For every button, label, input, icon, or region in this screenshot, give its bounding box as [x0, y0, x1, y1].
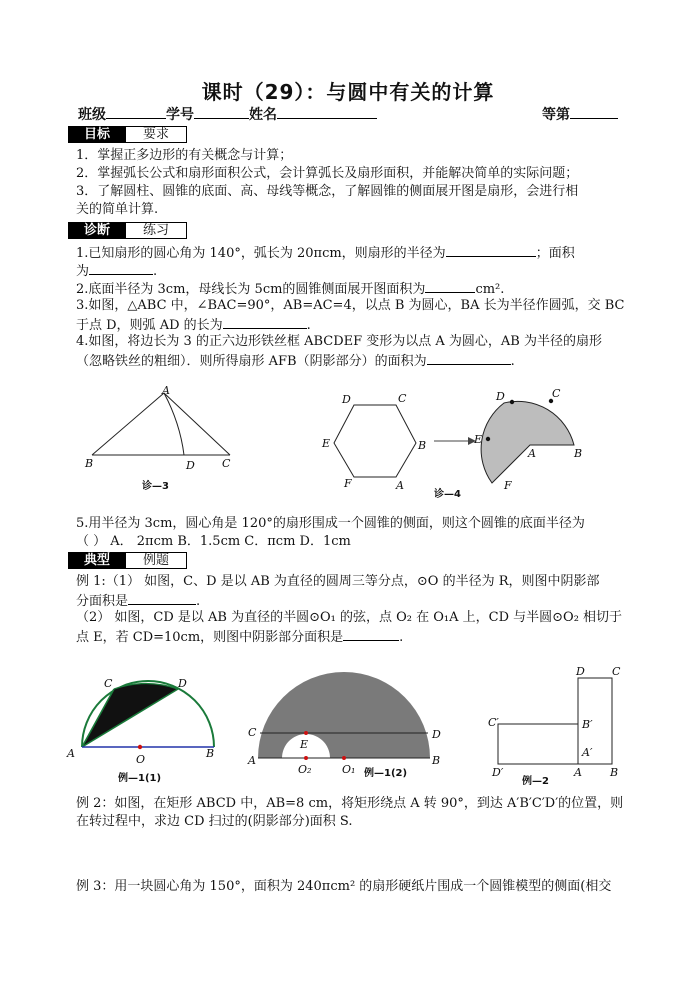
section-examples-header: [68, 552, 187, 569]
question-4: 4.如图，将边长为 3 的正六边形铁丝框 ABCDEF 变形为以点 A 为圆心，AB 为半径的扇形: [76, 334, 602, 349]
label-C: C: [398, 392, 407, 405]
label-B: B: [418, 439, 427, 452]
caption-example-1-2: 例—1(2): [364, 768, 408, 779]
figure-example-1-1: [62, 675, 222, 787]
label-A: A: [574, 766, 582, 779]
question-5-options: （ ） A． 2πcm B．1.5cm C．πcm D．1cm: [76, 534, 351, 549]
label-F: F: [504, 479, 512, 492]
answer-blank[interactable]: [223, 315, 307, 329]
label-A: A: [528, 447, 536, 460]
example-3-line-1: 例 3：用一块圆心角为 150°，面积为 240πcm² 的扇形硬纸片围成一个圆锥模型的侧面(相交: [76, 879, 612, 894]
section-dark-label: 目标: [68, 126, 126, 143]
label-B: B: [206, 747, 215, 760]
example-2-line-2: 在转过程中，求边 CD 扫过的(阴影部分)面积 S.: [76, 814, 353, 829]
header-fields: [78, 104, 377, 124]
label-D: D: [496, 390, 505, 403]
label-C: C: [104, 677, 113, 690]
label-B: B: [85, 457, 94, 470]
section-diagnosis-header: [68, 222, 187, 239]
label-E: E: [300, 738, 309, 751]
question-1-cont: 为 .: [76, 261, 157, 281]
label-D: D: [342, 393, 351, 406]
figure-diag-3: [80, 385, 250, 495]
goal-4: 关的简单计算.: [76, 202, 159, 217]
label-C: C: [222, 457, 231, 470]
name-label: 姓名: [249, 107, 277, 123]
label-B: B: [610, 766, 619, 779]
label-O2: O₂: [298, 763, 312, 776]
label-Cp: C′: [488, 716, 499, 729]
label-Dp: D′: [492, 766, 504, 779]
section-dark-label: 典型: [68, 552, 126, 569]
example-1-line-3: （2） 如图，CD 是以 AB 为直径的半圆⊙O₁ 的弦，点 O₂ 在 O₁A 上，CD 与半圆⊙O₂ 相切于: [76, 610, 623, 625]
answer-blank[interactable]: [427, 351, 511, 365]
figure-example-1-2: [244, 660, 444, 786]
question-5: 5.用半径为 3cm，圆心角是 120°的扇形围成一个圆锥的侧面，则这个圆锥的底面半径为: [76, 516, 585, 531]
label-C: C: [552, 387, 561, 400]
class-blank[interactable]: [106, 105, 166, 119]
question-4-cont: （忽略铁丝的粗细）．则所得扇形 AFB（阴影部分）的面积为 .: [76, 351, 515, 371]
answer-blank[interactable]: [446, 243, 536, 257]
section-light-label: 练习: [126, 222, 187, 239]
label-Ap: A′: [582, 746, 593, 759]
label-A: A: [67, 747, 75, 760]
goal-1: 1．掌握正多边形的有关概念与计算；: [76, 148, 293, 163]
name-blank[interactable]: [277, 105, 377, 119]
example-1-line-1: 例 1:（1） 如图，C、D 是以 AB 为直径的圆周三等分点，⊙O 的半径为 R，则图中阴影部: [76, 574, 600, 589]
caption-example-1-1: 例—1(1): [118, 773, 162, 784]
label-Bp: B′: [582, 718, 593, 731]
caption-diag-4: 诊—4: [434, 489, 461, 500]
goal-3: 3．了解圆柱、圆锥的底面、高、母线等概念，了解圆锥的侧面展开图是扇形，会进行相: [76, 184, 579, 199]
label-D: D: [178, 677, 187, 690]
example-1-line-2: 分面积是 .: [76, 591, 200, 611]
section-light-label: 例题: [126, 552, 187, 569]
grade-label: 等第: [542, 107, 570, 123]
label-A: A: [248, 754, 256, 767]
question-3-cont: 于点 D，则弧 AD 的长为 .: [76, 315, 311, 335]
grade-blank[interactable]: [570, 105, 618, 119]
label-E: E: [322, 437, 331, 450]
example-2-line-1: 例 2：如图，在矩形 ABCD 中，AB=8 cm，将矩形绕点 A 转 90°，到达 A′B′C′D′的位置，则: [76, 796, 624, 811]
grade-field: [542, 104, 618, 124]
figure-example-2: [486, 664, 626, 786]
label-A: A: [396, 479, 404, 492]
label-B: B: [574, 447, 583, 460]
section-goals-header: [68, 126, 187, 143]
question-1: 1.已知扇形的圆心角为 140°，弧长为 20πcm，则扇形的半径为 ；面积: [76, 243, 575, 263]
question-3: 3.如图，△ABC 中，∠BAC=90°，AB=AC=4，以点 B 为圆心，BA 长为半径作圆弧，交 BC: [76, 298, 625, 313]
label-C: C: [612, 665, 621, 678]
answer-blank[interactable]: [89, 261, 153, 275]
label-E: E: [474, 433, 483, 446]
answer-blank[interactable]: [425, 279, 475, 293]
label-O: O: [136, 753, 146, 766]
label-B: B: [432, 754, 441, 767]
figure-diag-4: [316, 385, 592, 503]
example-1-line-4: 点 E，若 CD=10cm，则图中阴影部分面积是 .: [76, 627, 403, 647]
label-D: D: [432, 728, 441, 741]
class-label: 班级: [78, 107, 106, 123]
page-title: 课时（29）：与圆中有关的计算: [201, 80, 495, 104]
caption-diag-3: 诊—3: [142, 481, 169, 492]
section-dark-label: 诊断: [68, 222, 126, 239]
id-label: 学号: [166, 107, 194, 123]
label-D: D: [186, 459, 195, 472]
label-C: C: [248, 726, 257, 739]
label-F: F: [344, 477, 352, 490]
goal-2: 2．掌握弧长公式和扇形面积公式，会计算弧长及扇形面积，并能解决简单的实际问题；: [76, 166, 579, 181]
label-A: A: [162, 385, 170, 397]
answer-blank[interactable]: [128, 591, 196, 605]
answer-blank[interactable]: [343, 627, 399, 641]
label-O1: O₁: [342, 763, 356, 776]
id-blank[interactable]: [194, 105, 249, 119]
label-D: D: [576, 665, 585, 678]
question-2: 2.底面半径为 3cm，母线长为 5cm的圆锥侧面展开图面积为 cm².: [76, 279, 504, 299]
caption-example-2: 例—2: [522, 776, 549, 786]
section-light-label: 要求: [126, 126, 187, 143]
